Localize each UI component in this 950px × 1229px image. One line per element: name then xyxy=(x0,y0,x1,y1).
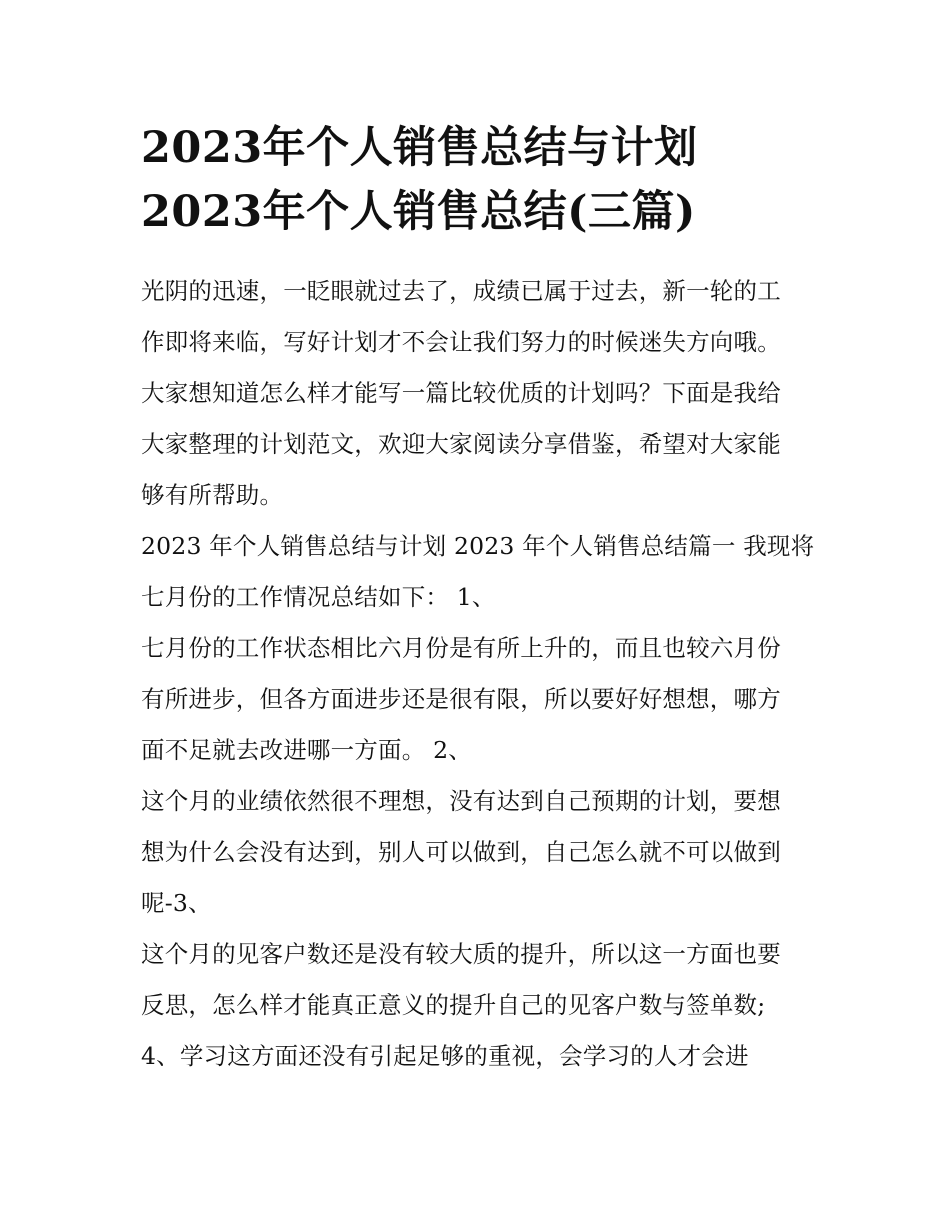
body-line: 呢-3、 xyxy=(141,889,212,917)
body-line: 反思，怎么样才能真正意义的提升自己的见客户数与签单数; xyxy=(141,991,766,1019)
body-line: 这个月的业绩依然很不理想，没有达到自己预期的计划，要想 xyxy=(141,787,781,815)
document-title-line-2: 2023年个人销售总结(三篇) xyxy=(141,187,696,237)
body-line: 面不足就去改进哪一方面。 2、 xyxy=(141,736,472,764)
body-line: 大家整理的计划范文，欢迎大家阅读分享借鉴，希望对大家能 xyxy=(141,430,781,458)
body-line: 七月份的工作状态相比六月份是有所上升的，而且也较六月份 xyxy=(141,634,781,662)
document-page xyxy=(141,120,813,1082)
body-line: 作即将来临，写好计划才不会让我们努力的时候迷失方向哦。 xyxy=(141,328,781,356)
body-line: 大家想知道怎么样才能写一篇比较优质的计划吗？下面是我给 xyxy=(141,379,781,407)
body-line: 够有所帮助。 xyxy=(141,481,284,509)
body-line: 4、学习这方面还没有引起足够的重视，会学习的人才会进 xyxy=(141,1042,749,1070)
body-line: 有所进步，但各方面进步还是很有限，所以要好好想想，哪方 xyxy=(141,685,781,713)
document-title-line-1: 2023年个人销售总结与计划 xyxy=(141,123,698,173)
body-line: 这个月的见客户数还是没有较大质的提升，所以这一方面也要 xyxy=(141,940,781,968)
body-line: 光阴的迅速，一眨眼就过去了，成绩已属于过去，新一轮的工 xyxy=(141,277,781,305)
body-line: 想为什么会没有达到，别人可以做到，自己怎么就不可以做到 xyxy=(141,838,781,866)
body-line: 七月份的工作情况总结如下： 1、 xyxy=(141,583,496,611)
body-line: 2023 年个人销售总结与计划 2023 年个人销售总结篇一 我现将 xyxy=(141,532,815,560)
document-body xyxy=(141,266,813,1082)
